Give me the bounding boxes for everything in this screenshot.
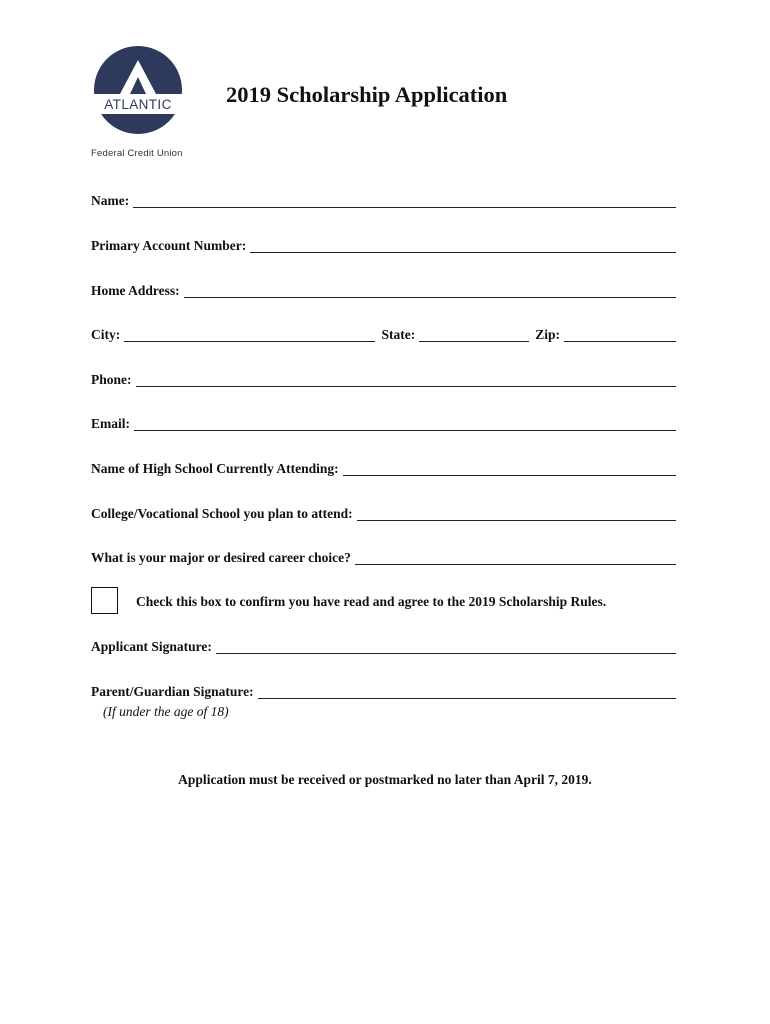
page-title: 2019 Scholarship Application xyxy=(226,82,508,107)
applicant-signature-line[interactable] xyxy=(216,639,676,654)
atlantic-logo xyxy=(88,44,188,136)
phone-label: Phone: xyxy=(91,372,132,387)
city-state-zip-row xyxy=(91,325,676,343)
rules-agreement-label: Check this box to confirm you have read and agree to the 2019 Scholarship Rules. xyxy=(136,594,607,609)
account-field-row xyxy=(91,236,676,254)
account-label: Primary Account Number: xyxy=(91,238,247,253)
parent-signature-row xyxy=(91,682,676,700)
state-input-line[interactable] xyxy=(419,327,529,342)
college-input-line[interactable] xyxy=(357,506,676,521)
address-input-line[interactable] xyxy=(184,283,676,298)
parent-signature-label: Parent/Guardian Signature: xyxy=(91,684,254,699)
college-field-row xyxy=(91,504,676,522)
parent-signature-line[interactable] xyxy=(258,684,676,699)
address-field-row xyxy=(91,281,676,299)
name-input-line[interactable] xyxy=(133,193,676,208)
high-school-field-row xyxy=(91,459,676,477)
account-input-line[interactable] xyxy=(250,238,676,253)
email-input-line[interactable] xyxy=(134,416,676,431)
city-label: City: xyxy=(91,327,121,342)
major-input-line[interactable] xyxy=(355,550,676,565)
email-field-row xyxy=(91,414,676,432)
name-field-row xyxy=(91,191,676,209)
address-label: Home Address: xyxy=(91,283,180,298)
rules-agreement-checkbox[interactable] xyxy=(91,587,118,614)
age-note: (If under the age of 18) xyxy=(103,704,229,719)
city-input-line[interactable] xyxy=(124,327,375,342)
high-school-label: Name of High School Currently Attending: xyxy=(91,461,339,476)
logo-subtitle: Federal Credit Union xyxy=(91,148,183,159)
phone-field-row xyxy=(91,370,676,388)
deadline-notice: Application must be received or postmarked no later than April 7, 2019. xyxy=(178,772,592,787)
applicant-signature-label: Applicant Signature: xyxy=(91,639,212,654)
email-label: Email: xyxy=(91,416,130,431)
phone-input-line[interactable] xyxy=(136,372,677,387)
state-label: State: xyxy=(381,327,416,342)
high-school-input-line[interactable] xyxy=(343,461,676,476)
name-label: Name: xyxy=(91,193,130,208)
zip-label: Zip: xyxy=(535,327,560,342)
major-field-row xyxy=(91,548,676,566)
logo-wordmark: ATLANTIC xyxy=(104,97,172,112)
college-label: College/Vocational School you plan to attend: xyxy=(91,506,353,521)
major-label: What is your major or desired career choice? xyxy=(91,550,351,565)
zip-input-line[interactable] xyxy=(564,327,676,342)
applicant-signature-row xyxy=(91,637,676,655)
